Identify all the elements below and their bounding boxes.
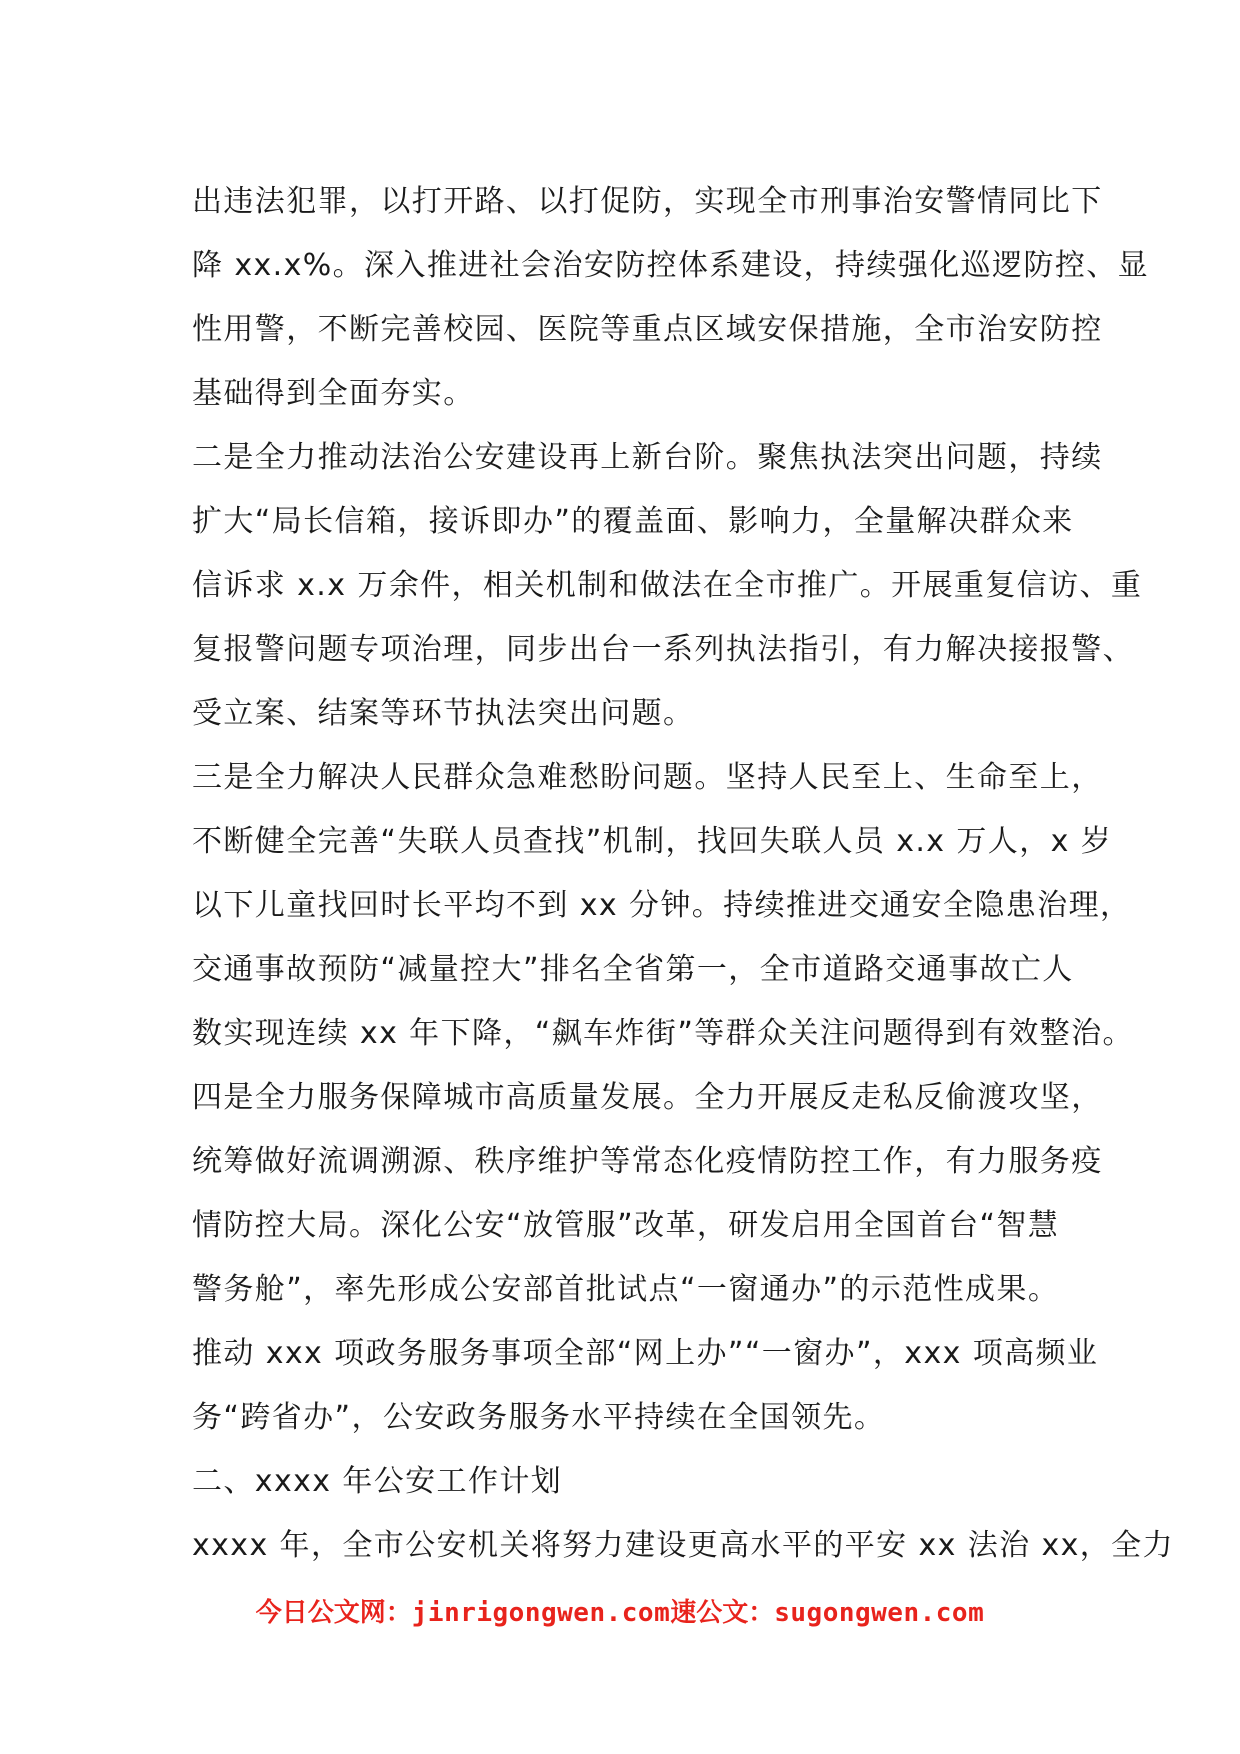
text-line: 交通事故预防“减量控大”排名全省第一，全市道路交通事故亡人 [192,952,1074,987]
text-line: xxxx 年，全市公安机关将努力建设更高水平的平安 xx 法治 xx，全力 [192,1528,1174,1563]
text-line: 性用警，不断完善校园、医院等重点区域安保措施，全市治安防控 [192,312,1103,347]
text-line: 二是全力推动法治公安建设再上新台阶。聚焦执法突出问题，持续 [192,440,1103,475]
footer-site2-link[interactable]: sugongwen.com [774,1598,985,1628]
text-line: 务“跨省办”，公安政务服务水平持续在全国领先。 [192,1400,886,1435]
text-line: 基础得到全面夯实。 [192,376,475,411]
text-line: 受立案、结案等环节执法突出问题。 [192,696,695,731]
section-heading: 二、xxxx 年公安工作计划 [192,1464,563,1499]
text-line: 四是全力服务保障城市高质量发展。全力开展反走私反偷渡攻坚， [192,1080,1103,1115]
text-line: 警务舱”，率先形成公安部首批试点“一窗通办”的示范性成果。 [192,1272,1060,1307]
text-line: 推动 xxx 项政务服务事项全部“网上办”“一窗办”，xxx 项高频业 [192,1336,1099,1371]
text-line: 三是全力解决人民群众急难愁盼问题。坚持人民至上、生命至上， [192,760,1103,795]
text-line: 以下儿童找回时长平均不到 xx 分钟。持续推进交通安全隐患治理， [192,888,1132,923]
text-line: 数实现连续 xx 年下降，“飙车炸街”等群众关注问题得到有效整治。 [192,1016,1134,1051]
text-line: 信诉求 x.x 万余件，相关机制和做法在全市推广。开展重复信访、重 [192,568,1143,603]
document-body [192,170,1174,1578]
text-line: 统筹做好流调溯源、秩序维护等常态化疫情防控工作，有力服务疫 [192,1144,1103,1179]
text-line: 复报警问题专项治理，同步出台一系列执法指引，有力解决接报警、 [192,632,1134,667]
text-line: 不断健全完善“失联人员查找”机制，找回失联人员 x.x 万人，x 岁 [192,824,1113,859]
footer-watermark [0,1592,1240,1629]
text-line: 情防控大局。深化公安“放管服”改革，研发启用全国首台“智慧 [192,1208,1060,1243]
text-line: 出违法犯罪，以打开路、以打促防，实现全市刑事治安警情同比下 [192,184,1103,219]
text-line: 扩大“局长信箱，接诉即办”的覆盖面、影响力，全量解决群众来 [192,504,1074,539]
text-line: 降 xx.x%。深入推进社会治安防控体系建设，持续强化巡逻防控、显 [192,248,1150,283]
footer-site2-label: 速公文： [670,1598,775,1628]
footer-site1-link[interactable]: jinrigongwen.com [411,1598,671,1628]
footer-site1-label: 今日公文网： [255,1598,412,1628]
